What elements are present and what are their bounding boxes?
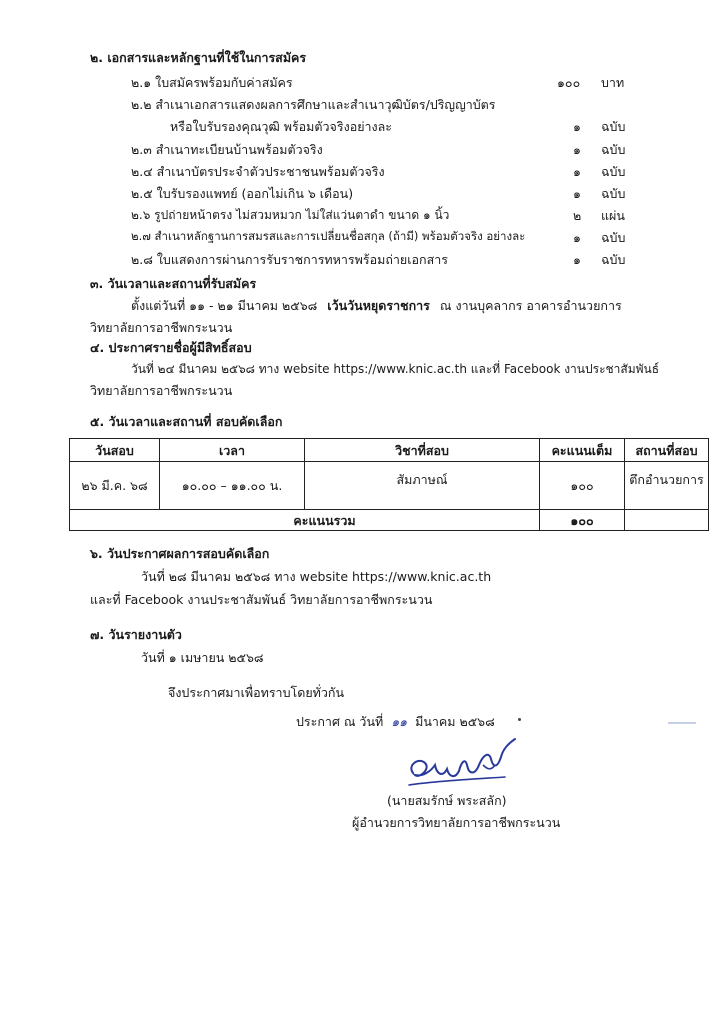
- section-3-line1: [131, 298, 622, 313]
- margin-mark: [668, 722, 696, 724]
- table-cell-date: ๒๖ มี.ค. ๖๘: [70, 462, 160, 510]
- table-total-value: ๑๐๐: [540, 510, 625, 531]
- table-cell-time: ๑๐.๐๐ – ๑๑.๐๐ น.: [160, 462, 305, 510]
- item-2-8-label: ๒.๘ ใบแสดงการผ่านการรับราชการทหารพร้อมถ่ายเอกสาร: [131, 252, 448, 267]
- item-2-5-unit: ฉบับ: [601, 186, 626, 201]
- item-2-7-unit: ฉบับ: [601, 230, 626, 245]
- table-cell-score: ๑๐๐: [540, 462, 625, 510]
- item-2-1-label: ๒.๑ ใบสมัครพร้อมกับค่าสมัคร: [131, 75, 293, 90]
- item-2-6-label: ๒.๖ รูปถ่ายหน้าตรง ไม่สวมหมวก ไม่ใส่แว่นตาดำ ขนาด ๑ นิ้ว: [131, 208, 450, 222]
- item-2-4-label: ๒.๔ สำเนาบัตรประจำตัวประชาชนพร้อมตัวจริง: [131, 164, 385, 179]
- section-3-date: ตั้งแต่วันที่ ๑๑ - ๒๑ มีนาคม ๒๕๖๘: [131, 298, 318, 313]
- section-3-line2: วิทยาลัยการอาชีพกระนวน: [90, 320, 233, 335]
- announce-prefix: ประกาศ ณ วันที่: [296, 714, 384, 729]
- item-2-3-unit: ฉบับ: [601, 142, 626, 157]
- exam-schedule-table: [69, 438, 709, 531]
- closing-text: จึงประกาศมาเพื่อทราบโดยทั่วกัน: [168, 685, 345, 700]
- section-5-heading: ๕. วันเวลาและสถานที่ สอบคัดเลือก: [90, 414, 283, 429]
- item-2-7-label: ๒.๗ สำเนาหลักฐานการสมรสและการเปลี่ยนชื่อสกุล (ถ้ามี) พร้อมตัวจริง อย่างละ: [131, 229, 526, 243]
- section-4-line1: วันที่ ๒๔ มีนาคม ๒๕๖๘ ทาง website https://www.knic.ac.th และที่ Facebook งานประชาสัมพันธ์: [131, 362, 660, 376]
- table-total-label: คะแนนรวม: [70, 510, 540, 531]
- item-2-5-qty: ๑: [573, 186, 581, 201]
- table-header-subject: วิชาที่สอบ: [305, 439, 540, 462]
- table-row: [70, 462, 709, 510]
- item-2-8-qty: ๑: [573, 252, 581, 267]
- announce-date: [296, 714, 495, 729]
- table-cell-subject: สัมภาษณ์: [305, 462, 540, 510]
- item-2-7-qty: ๑: [573, 230, 581, 245]
- dot-mark: [518, 718, 521, 721]
- section-2-heading: ๒. เอกสารและหลักฐานที่ใช้ในการสมัคร: [90, 50, 307, 65]
- section-6-line1: วันที่ ๒๘ มีนาคม ๒๕๖๘ ทาง website https://www.knic.ac.th: [141, 569, 492, 584]
- table-header-row: [70, 439, 709, 462]
- section-3-place: ณ งานบุคลากร อาคารอำนวยการ: [439, 298, 622, 313]
- signature-image: [405, 735, 520, 791]
- section-4-line2: วิทยาลัยการอาชีพกระนวน: [90, 383, 233, 398]
- section-6-line2: และที่ Facebook งานประชาสัมพันธ์ วิทยาลัยการอาชีพกระนวน: [90, 592, 433, 607]
- announce-suffix: มีนาคม ๒๕๖๘: [415, 714, 495, 729]
- signer-name: (นายสมรักษ์ พระสลัก): [387, 793, 507, 808]
- item-2-1-qty: ๑๐๐: [557, 75, 581, 90]
- item-2-2-label-cont: หรือใบรับรองคุณวุฒิ พร้อมตัวจริงอย่างละ: [170, 119, 393, 134]
- section-7-line1: วันที่ ๑ เมษายน ๒๕๖๘: [141, 650, 264, 665]
- item-2-5-label: ๒.๕ ใบรับรองแพทย์ (ออกไม่เกิน ๖ เดือน): [131, 186, 354, 201]
- section-3-heading: ๓. วันเวลาและสถานที่รับสมัคร: [90, 276, 257, 291]
- item-2-3-label: ๒.๓ สำเนาทะเบียนบ้านพร้อมตัวจริง: [131, 142, 323, 157]
- item-2-4-qty: ๑: [573, 164, 581, 179]
- item-2-6-unit: แผ่น: [601, 208, 625, 223]
- item-2-2-unit: ฉบับ: [601, 119, 626, 134]
- item-2-2-label: ๒.๒ สำเนาเอกสารแสดงผลการศึกษาและสำเนาวุฒิบัตร/ปริญญาบัตร: [131, 97, 496, 112]
- item-2-3-qty: ๑: [573, 142, 581, 157]
- announce-day: ๑๑: [391, 714, 408, 729]
- table-header-date: วันสอบ: [70, 439, 160, 462]
- section-6-heading: ๖. วันประกาศผลการสอบคัดเลือก: [90, 546, 270, 561]
- table-header-score: คะแนนเต็ม: [540, 439, 625, 462]
- table-total-empty: [625, 510, 709, 531]
- section-4-heading: ๔. ประกาศรายชื่อผู้มีสิทธิ์สอบ: [90, 340, 252, 355]
- item-2-8-unit: ฉบับ: [601, 252, 626, 267]
- signer-title: ผู้อำนวยการวิทยาลัยการอาชีพกระนวน: [352, 815, 561, 830]
- item-2-1-unit: บาท: [601, 75, 625, 90]
- item-2-6-qty: ๒: [573, 208, 582, 223]
- section-3-note: เว้นวันหยุดราชการ: [327, 298, 430, 313]
- table-header-time: เวลา: [160, 439, 305, 462]
- item-2-2-qty: ๑: [573, 119, 581, 134]
- table-total-row: [70, 510, 709, 531]
- table-header-location: สถานที่สอบ: [625, 439, 709, 462]
- item-2-4-unit: ฉบับ: [601, 164, 626, 179]
- table-cell-location: ตึกอำนวยการ: [625, 462, 709, 510]
- section-7-heading: ๗. วันรายงานตัว: [90, 627, 182, 642]
